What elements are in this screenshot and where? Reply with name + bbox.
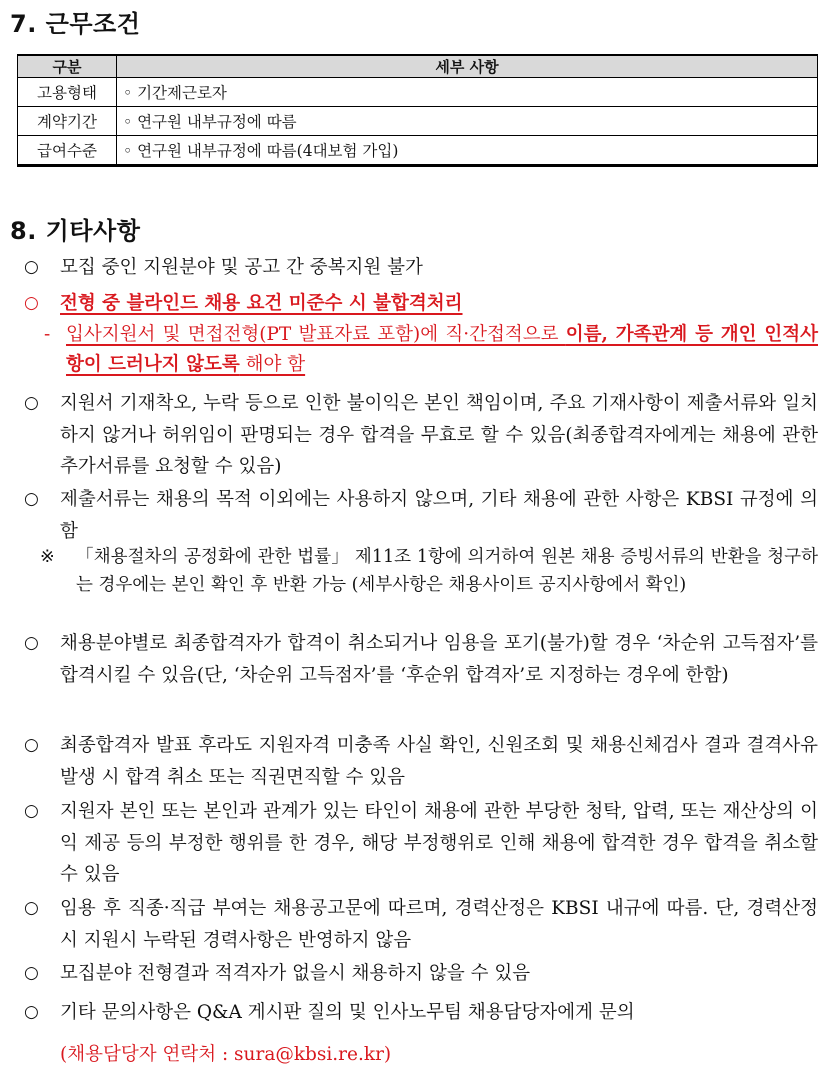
bullet: ○ bbox=[24, 393, 39, 413]
row-value: ◦ 연구원 내부규정에 따름(4대보험 가입) bbox=[117, 136, 818, 166]
bullet: ○ bbox=[24, 489, 39, 509]
row-label: 급여수준 bbox=[18, 136, 117, 166]
note-mark: ※ bbox=[40, 547, 55, 567]
contact-info: (채용담당자 연락처 : sura@kbsi.re.kr) bbox=[60, 1044, 392, 1065]
bullet: ○ bbox=[24, 801, 39, 821]
bullet: ○ bbox=[24, 293, 39, 313]
table-row bbox=[18, 136, 818, 166]
row-value: ◦ 기간제근로자 bbox=[117, 78, 818, 107]
bullet: ○ bbox=[24, 963, 39, 983]
list-item: ○ 지원서 기재착오, 누락 등으로 인한 불이익은 본인 책임이며, 주요 기재사항이 제출서류와 일치하지 않거나 허위임이 판명되는 경우 합격을 무효로 할 수 있음(최종합격자에게는 채용에 관한 추가서류를 요청할 수 있음) bbox=[24, 388, 818, 483]
bullet: ○ bbox=[24, 257, 39, 277]
blind-hiring-detail: - 입사지원서 및 면접전형(PT 발표자료 포함)에 직·간접적으로 이름, 가족관계 등 개인 인적사항이 드러나지 않도록 해야 함 bbox=[44, 324, 818, 375]
list-item-blind-hiring: ○ 전형 중 블라인드 채용 요건 미준수 시 불합격처리 bbox=[24, 288, 818, 320]
table-header-category: 구분 bbox=[18, 55, 117, 78]
bullet: ○ bbox=[24, 1002, 39, 1022]
list-item: ○ 지원자 본인 또는 본인과 관계가 있는 타인이 채용에 관한 부당한 청탁, 압력, 또는 재산상의 이익 제공 등의 부정한 행위를 한 경우, 해당 부정행위로 인해 채용에 합격한 경우 합격을 취소할 수 있음 bbox=[24, 796, 818, 891]
list-item: ○ 채용분야별로 최종합격자가 합격이 취소되거나 임용을 포기(불가)할 경우 ‘차순위 고득점자’를 합격시킬 수 있음(단, ‘차순위 고득점자’를 ‘후순위 합격자’로 지정하는 경우에 한함) bbox=[24, 628, 818, 691]
legal-note: ※ 「채용절차의 공정화에 관한 법률」 제11조 1항에 의거하여 원본 채용 증빙서류의 반환을 청구하는 경우에는 본인 확인 후 반환 가능 (세부사항은 채용사이트 공지사항에서 확인) bbox=[40, 543, 818, 599]
list-item: ○ 임용 후 직종·직급 부여는 채용공고문에 따르며, 경력산정은 KBSI 내규에 따름. 단, 경력산정시 지원시 누락된 경력사항은 반영하지 않음 bbox=[24, 893, 818, 956]
list-item: ○ 제출서류는 채용의 목적 이외에는 사용하지 않으며, 기타 채용에 관한 사항은 KBSI 규정에 의함 bbox=[24, 484, 818, 547]
bullet: ○ bbox=[24, 898, 39, 918]
table-header-details: 세부 사항 bbox=[117, 55, 818, 78]
working-conditions-table bbox=[17, 54, 818, 167]
bullet: ○ bbox=[24, 735, 39, 755]
list-item: ○ 모집분야 전형결과 적격자가 없을시 채용하지 않을 수 있음 bbox=[24, 958, 818, 990]
bullet: ○ bbox=[24, 633, 39, 653]
list-item: ○ 최종합격자 발표 후라도 지원자격 미충족 사실 확인, 신원조회 및 채용신체검사 결과 결격사유 발생 시 합격 취소 또는 직권면직할 수 있음 bbox=[24, 730, 818, 793]
row-label: 고용형태 bbox=[18, 78, 117, 107]
list-item: ○ 모집 중인 지원분야 및 공고 간 중복지원 불가 bbox=[24, 252, 818, 284]
section-8-title: 8. 기타사항 bbox=[10, 217, 141, 245]
table-row bbox=[18, 107, 818, 136]
row-label: 계약기간 bbox=[18, 107, 117, 136]
list-item: ○ 기타 문의사항은 Q&A 게시판 질의 및 인사노무팀 채용담당자에게 문의 bbox=[24, 997, 818, 1029]
table-row bbox=[18, 78, 818, 107]
row-value: ◦ 연구원 내부규정에 따름 bbox=[117, 107, 818, 136]
section-7-title: 7. 근무조건 bbox=[10, 10, 141, 38]
